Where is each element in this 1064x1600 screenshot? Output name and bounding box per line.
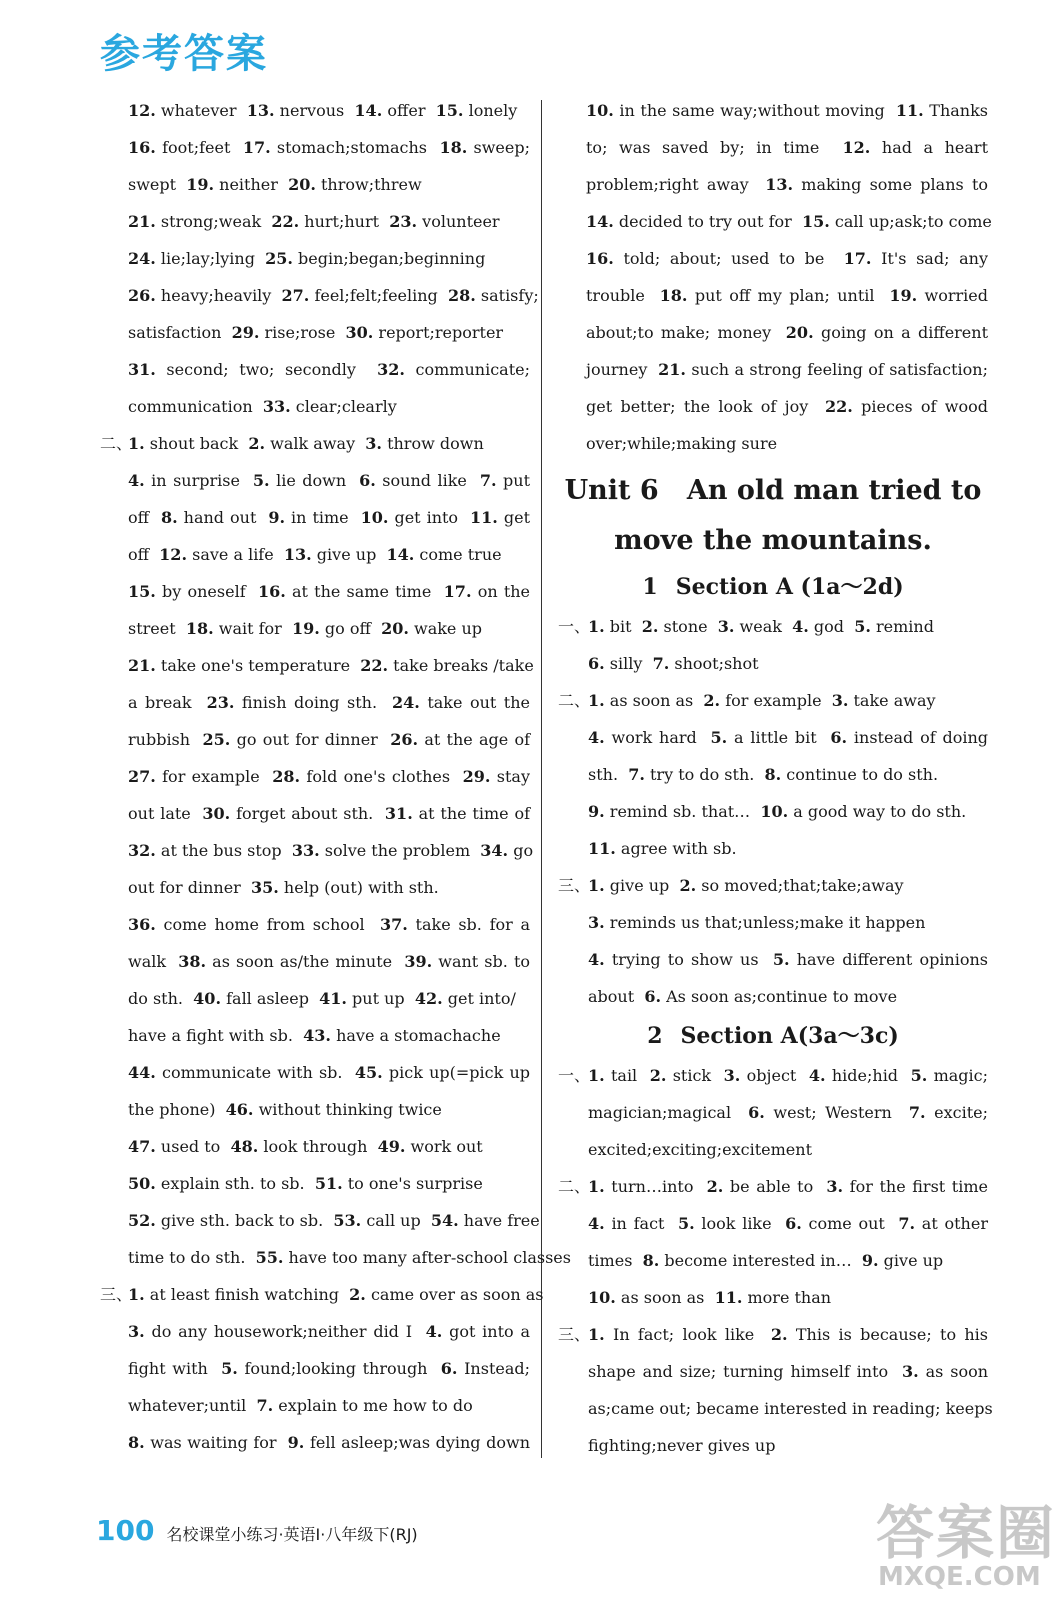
answer-text: problem;right away 13. making some plans to (586, 175, 989, 194)
answer-line (558, 904, 988, 941)
answer-line (558, 1390, 993, 1427)
answer-text: 1. at least finish watching 2. came over as soon as (128, 1285, 544, 1304)
answer-line (558, 978, 988, 1015)
answer-line (558, 388, 988, 425)
answer-line (558, 351, 988, 388)
answer-text: 1. In fact; look like 2. This is because; to his (588, 1325, 989, 1344)
answer-line (558, 645, 988, 682)
page-number: 100 (96, 1514, 155, 1547)
page-title: 参考答案 (100, 31, 268, 77)
answer-line (100, 1128, 530, 1165)
answer-text: shape and size; turning himself into 3. as soon (588, 1362, 989, 1381)
answer-line (558, 314, 988, 351)
answer-text: sth. 7. try to do sth. 8. continue to do sth. (588, 765, 939, 784)
section-1-answers (558, 608, 988, 1015)
answer-line (558, 1057, 988, 1094)
answer-text: fight with 5. found;looking through 6. Instead; (128, 1359, 531, 1378)
answer-line (558, 830, 988, 867)
section-marker: 二、 (100, 434, 133, 453)
watermark-url: MXQE.COM (878, 1562, 1041, 1592)
section-title: Section A (1a～2d) (675, 574, 904, 600)
answer-text: the phone) 46. without thinking twice (128, 1100, 442, 1119)
answer-line (558, 1279, 988, 1316)
answer-line (100, 610, 530, 647)
section-marker: 二、 (558, 1177, 591, 1196)
answer-text: 3. do any housework;neither did I 4. got into a (128, 1322, 530, 1341)
answer-text: about;to make; money 20. going on a different (586, 323, 989, 342)
answer-line (100, 166, 530, 203)
answer-line (100, 1054, 530, 1091)
answer-text: 32. at the bus stop 33. solve the problem 34. go (128, 841, 534, 860)
answer-text: 1. give up 2. so moved;that;take;away (588, 876, 904, 895)
answer-line (100, 203, 530, 240)
answer-line (100, 943, 530, 980)
answer-text: out late 30. forget about sth. 31. at the time of (128, 804, 530, 823)
answer-line (100, 832, 534, 869)
answers-continued (558, 92, 992, 462)
answer-text: 1. turn…into 2. be able to 3. for the first time (588, 1177, 988, 1196)
answer-line (558, 867, 988, 904)
answer-line (100, 1017, 530, 1054)
answer-line (100, 314, 530, 351)
answer-line (100, 1239, 571, 1276)
right-column (558, 92, 993, 1464)
answer-line (100, 758, 530, 795)
unit-title-line-2: move the mountains. (614, 525, 932, 556)
answer-line (558, 92, 988, 129)
answer-text: street 18. wait for 19. go off 20. wake up (128, 619, 483, 638)
section-marker: 一、 (558, 1066, 591, 1085)
answer-line (558, 1316, 988, 1353)
book-title: 名校课堂小练习·英语Ⅰ·八年级下(RJ) (166, 1525, 418, 1544)
answer-text: 16. foot;feet 17. stomach;stomachs 18. sweep; (128, 138, 530, 157)
section-heading-1 (558, 566, 988, 608)
answer-text: magician;magical 6. west; Western 7. excite; (588, 1103, 988, 1122)
answer-line (100, 647, 534, 684)
answer-line (100, 573, 530, 610)
answer-line (100, 499, 530, 536)
section-2-answers (558, 1057, 993, 1464)
answer-line (100, 980, 530, 1017)
answer-text: over;while;making sure (586, 434, 778, 453)
answer-line (558, 203, 992, 240)
answer-line (100, 1424, 530, 1461)
answer-text: rubbish 25. go out for dinner 26. at the age of (128, 730, 530, 749)
answer-text: fighting;never gives up (588, 1436, 776, 1455)
answer-text: 36. come home from school 37. take sb. for a (128, 915, 530, 934)
answer-text: do sth. 40. fall asleep 41. put up 42. get into/ (128, 989, 516, 1008)
answer-text: 44. communicate with sb. 45. pick up(=pick up (128, 1063, 531, 1082)
answer-text: time to do sth. 55. have too many after-school classes (128, 1248, 571, 1267)
answer-text: times 8. become interested in… 9. give up (588, 1251, 944, 1270)
answer-text: have a fight with sb. 43. have a stomachache (128, 1026, 501, 1045)
section-number: 2 (647, 1023, 663, 1049)
answer-line (558, 240, 988, 277)
answer-line (100, 1313, 530, 1350)
answer-line (100, 721, 530, 758)
answer-text: 52. give sth. back to sb. 53. call up 54. have free (128, 1211, 540, 1230)
answer-line (558, 1205, 988, 1242)
answer-text: 14. decided to try out for 15. call up;ask;to come (586, 212, 992, 231)
answer-line (100, 351, 530, 388)
section-marker: 三、 (100, 1285, 133, 1304)
answer-line (100, 129, 530, 166)
answer-line (558, 719, 988, 756)
watermark-text: 答案圈 (876, 1499, 1057, 1567)
left-column (100, 92, 571, 1461)
answer-text: 26. heavy;heavily 27. feel;felt;feeling 28. satisfy; (128, 286, 539, 305)
answer-text: 16. told; about; used to be 17. It's sad; any (586, 249, 988, 268)
answer-line (100, 92, 530, 129)
section-marker: 三、 (558, 1325, 591, 1344)
section-marker: 一、 (558, 617, 591, 636)
answer-line (558, 608, 988, 645)
section-heading-2 (558, 1015, 988, 1057)
answer-line (100, 795, 530, 832)
answer-text: 21. take one's temperature 22. take breaks /take (128, 656, 534, 675)
section-marker: 三、 (558, 876, 591, 895)
unit-title-line-1: Unit 6 An old man tried to (564, 475, 982, 506)
answer-text: to; was saved by; in time 12. had a heart (586, 138, 988, 157)
answer-line (100, 1387, 530, 1424)
answer-text: trouble 18. put off my plan; until 19. worried (586, 286, 989, 305)
answer-line (100, 1165, 530, 1202)
section-marker: 二、 (558, 691, 591, 710)
answer-line (100, 684, 530, 721)
answer-line (558, 166, 988, 203)
answer-text: 4. work hard 5. a little bit 6. instead of doing (588, 728, 989, 747)
answer-line (100, 1202, 540, 1239)
answer-text: whatever;until 7. explain to me how to do (128, 1396, 473, 1415)
section-number: 1 (642, 574, 658, 600)
answer-text: 6. silly 7. shoot;shot (588, 654, 759, 673)
answer-line (558, 1427, 988, 1464)
answer-text: 15. by oneself 16. at the same time 17. on the (128, 582, 531, 601)
watermark-logo (870, 1486, 1056, 1596)
answer-line (558, 1353, 988, 1390)
answer-text: off 12. save a life 13. give up 14. come true (128, 545, 502, 564)
answer-line (558, 1131, 988, 1168)
answer-text: swept 19. neither 20. throw;threw (128, 175, 422, 194)
answer-line (558, 425, 988, 462)
answer-line (558, 277, 988, 314)
answer-line (100, 869, 530, 906)
answer-line (558, 1242, 988, 1279)
answer-text: walk 38. as soon as/the minute 39. want sb. to (128, 952, 531, 971)
answer-text: 50. explain sth. to sb. 51. to one's surprise (128, 1174, 483, 1193)
answer-line (100, 425, 530, 462)
answer-line (558, 129, 988, 166)
answer-line (558, 1094, 988, 1131)
answer-text: 1. as soon as 2. for example 3. take away (588, 691, 936, 710)
section-title: Section A(3a～3c) (680, 1023, 899, 1049)
answer-text: communication 33. clear;clearly (128, 397, 397, 416)
answer-line (558, 1168, 988, 1205)
answer-text: 4. trying to show us 5. have different opinions (588, 950, 989, 969)
answer-text: 47. used to 48. look through 49. work out (128, 1137, 483, 1156)
answer-text: 1. tail 2. stick 3. object 4. hide;hid 5. magic; (588, 1066, 989, 1085)
answer-text: 21. strong;weak 22. hurt;hurt 23. volunteer (128, 212, 500, 231)
answer-line (558, 756, 988, 793)
answer-text: excited;exciting;excitement (588, 1140, 812, 1159)
answer-text: about 6. As soon as;continue to move (588, 987, 898, 1006)
answer-text: satisfaction 29. rise;rose 30. report;reporter (128, 323, 504, 342)
answer-text: 27. for example 28. fold one's clothes 29. stay (128, 767, 530, 786)
answer-line (100, 388, 530, 425)
answer-line (558, 682, 988, 719)
answer-text: 4. in fact 5. look like 6. come out 7. at other (588, 1214, 988, 1233)
answer-text: 31. second; two; secondly 32. communicate; (128, 360, 530, 379)
answer-line (558, 941, 988, 978)
answer-line (558, 793, 988, 830)
answer-line (100, 1091, 530, 1128)
answer-text: off 8. hand out 9. in time 10. get into 11. get (128, 508, 530, 527)
answer-text: 9. remind sb. that… 10. a good way to do sth. (588, 802, 967, 821)
answer-text: 8. was waiting for 9. fell asleep;was dying down (128, 1433, 530, 1452)
answer-text: 4. in surprise 5. lie down 6. sound like 7. put (128, 471, 531, 490)
answer-line (100, 536, 530, 573)
answer-text: 1. bit 2. stone 3. weak 4. god 5. remind (588, 617, 934, 636)
answer-line (100, 1350, 530, 1387)
answer-text: 24. lie;lay;lying 25. begin;began;beginning (128, 249, 486, 268)
answer-line (100, 240, 530, 277)
answer-text: 12. whatever 13. nervous 14. offer 15. lonely (128, 101, 518, 120)
answer-text: 1. shout back 2. walk away 3. throw down (128, 434, 484, 453)
answer-text: journey 21. such a strong feeling of satisfaction; (586, 360, 988, 379)
answer-line (100, 906, 530, 943)
answer-text: 11. agree with sb. (588, 839, 737, 858)
answer-text: 10. as soon as 11. more than (588, 1288, 832, 1307)
answer-text: a break 23. finish doing sth. 24. take out the (128, 693, 531, 712)
answer-text: 3. reminds us that;unless;make it happen (588, 913, 926, 932)
answer-text: out for dinner 35. help (out) with sth. (128, 878, 439, 897)
answer-line (100, 462, 530, 499)
answer-line (100, 1276, 544, 1313)
answer-text: as;came out; became interested in reading; keeps (588, 1399, 993, 1418)
answer-line (100, 277, 539, 314)
answer-text: 10. in the same way;without moving 11. Thanks (586, 101, 989, 120)
page-footer (96, 1514, 418, 1554)
answer-text: get better; the look of joy 22. pieces of wood (586, 397, 988, 416)
